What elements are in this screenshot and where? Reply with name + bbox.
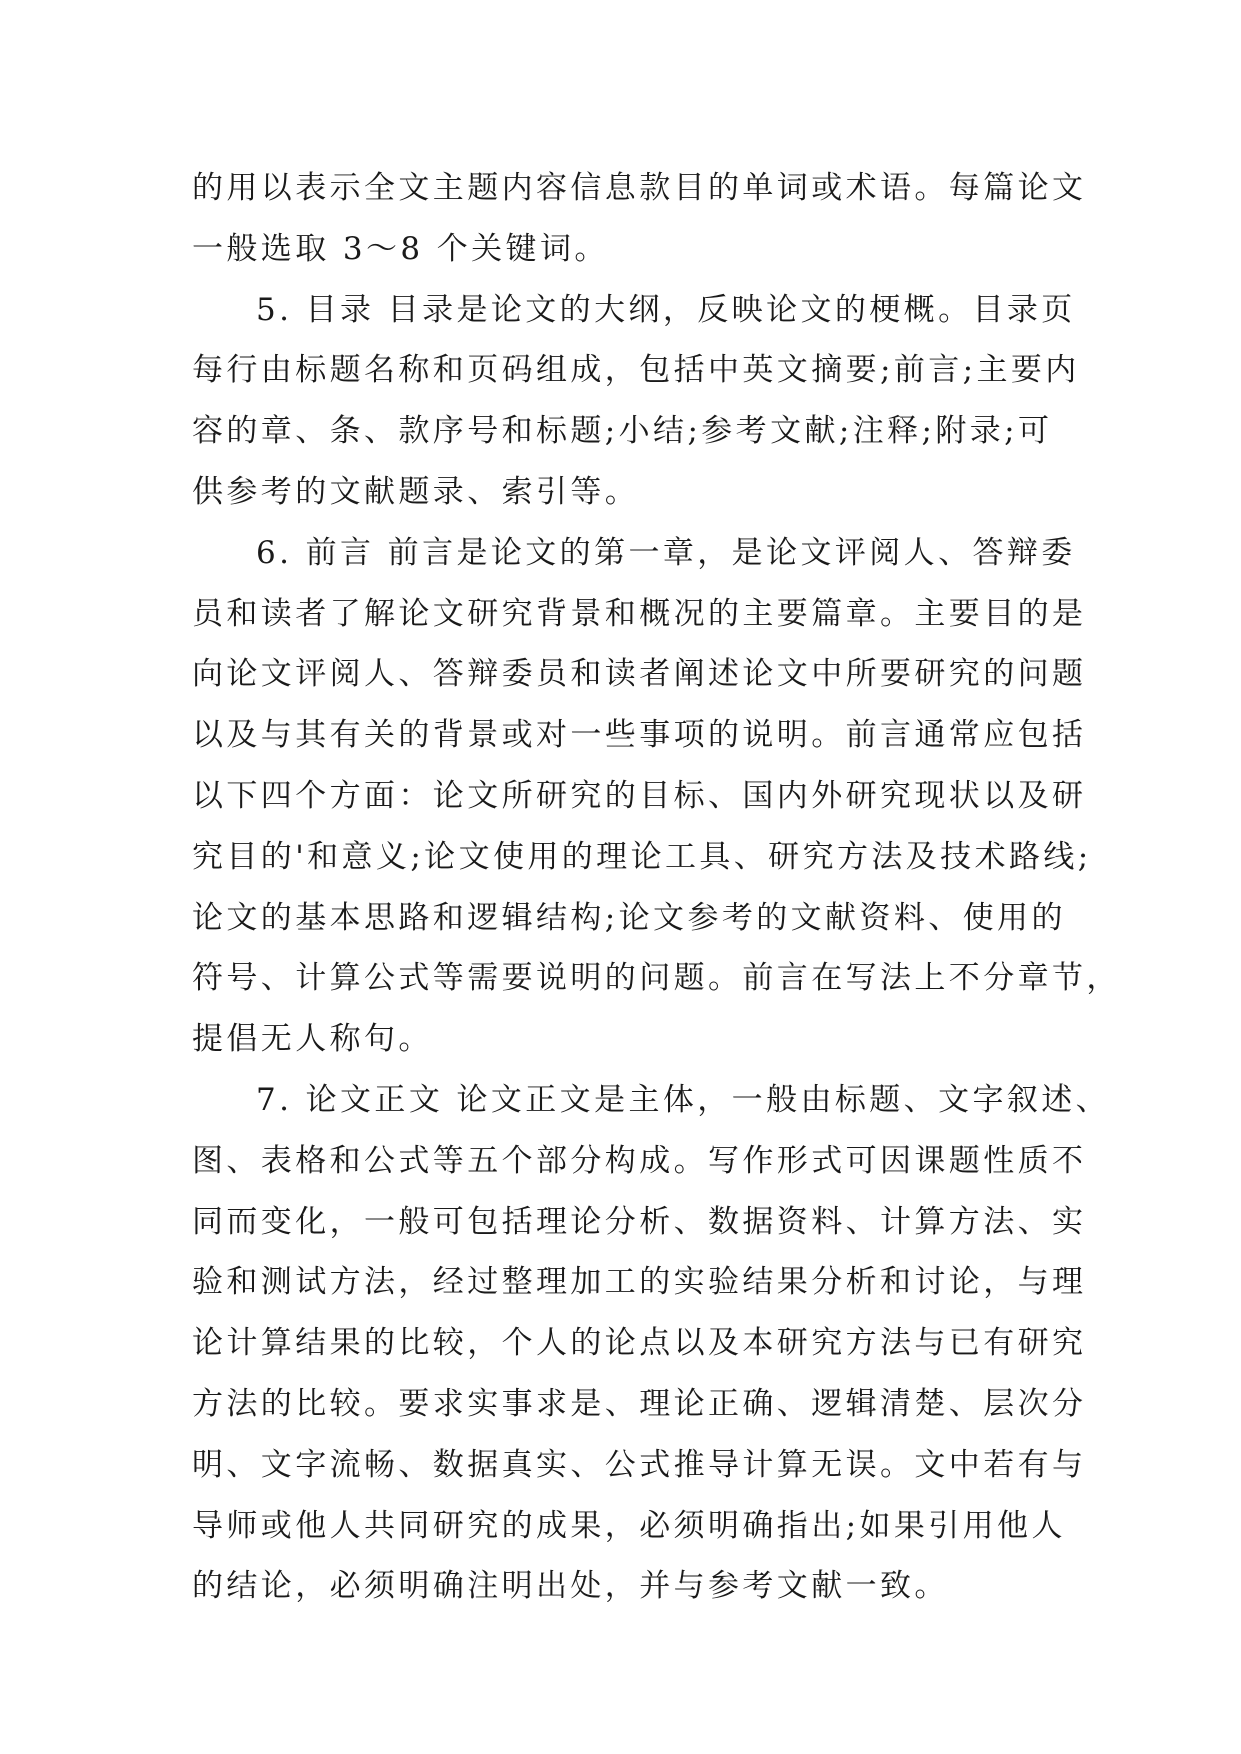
text-line: 向论文评阅人、答辩委员和读者阐述论文中所要研究的问题: [192, 656, 1087, 693]
section-5-heading-line: 5. 目录 目录是论文的大纲，反映论文的梗概。目录页: [256, 291, 1076, 328]
text-line: 以下四个方面：论文所研究的目标、国内外研究现状以及研: [192, 777, 1087, 814]
text-line: 图、表格和公式等五个部分构成。写作形式可因课题性质不: [192, 1142, 1087, 1179]
text-line: 一般选取 3～8 个关键词。: [192, 230, 609, 267]
text-line: 供参考的文献题录、索引等。: [192, 473, 640, 510]
section-7-heading-line: 7. 论文正文 论文正文是主体，一般由标题、文字叙述、: [256, 1081, 1111, 1118]
text-line: 容的章、条、款序号和标题;小结;参考文献;注释;附录;可: [192, 413, 1053, 450]
text-line: 论计算结果的比较，个人的论点以及本研究方法与已有研究: [192, 1325, 1087, 1362]
text-line: 同而变化，一般可包括理论分析、数据资料、计算方法、实: [192, 1203, 1087, 1240]
text-line: 以及与其有关的背景或对一些事项的说明。前言通常应包括: [192, 717, 1087, 754]
text-line: 提倡无人称句。: [192, 1021, 433, 1058]
body-text: [192, 158, 1121, 1617]
text-line: 论文的基本思路和逻辑结构;论文参考的文献资料、使用的: [192, 899, 1066, 936]
text-line: 明、文字流畅、数据真实、公式推导计算无误。文中若有与: [192, 1446, 1087, 1483]
text-line: 符号、计算公式等需要说明的问题。前言在写法上不分章节，: [192, 960, 1121, 997]
text-line: 导师或他人共同研究的成果，必须明确指出;如果引用他人: [192, 1507, 1066, 1544]
section-6-heading-line: 6. 前言 前言是论文的第一章，是论文评阅人、答辩委: [256, 534, 1076, 571]
text-line: 究目的'和意义;论文使用的理论工具、研究方法及技术路线;: [192, 838, 1092, 875]
text-line: 员和读者了解论文研究背景和概况的主要篇章。主要目的是: [192, 595, 1087, 632]
text-line: 每行由标题名称和页码组成，包括中英文摘要;前言;主要内: [192, 352, 1080, 389]
text-line: 验和测试方法，经过整理加工的实验结果分析和讨论，与理: [192, 1264, 1087, 1301]
text-line: 方法的比较。要求实事求是、理论正确、逻辑清楚、层次分: [192, 1385, 1087, 1422]
text-line: 的结论，必须明确注明出处，并与参考文献一致。: [192, 1568, 949, 1605]
text-line: 的用以表示全文主题内容信息款目的单词或术语。每篇论文: [192, 170, 1087, 206]
